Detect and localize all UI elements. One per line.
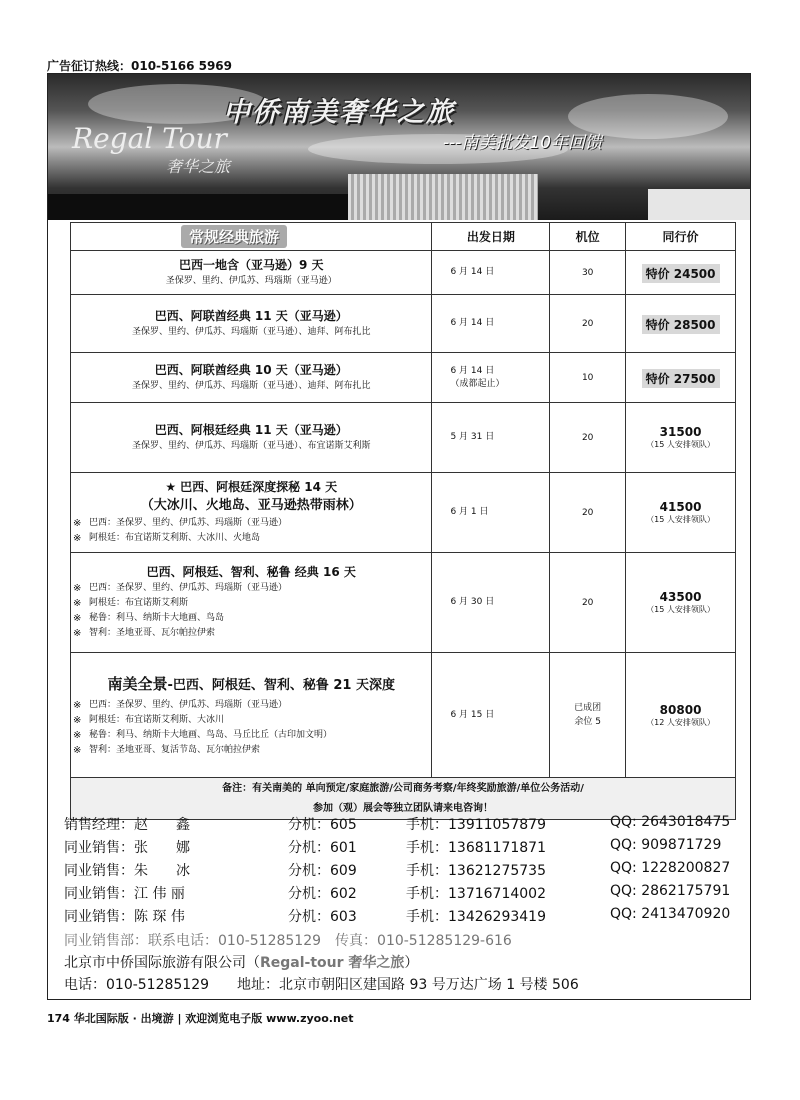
note-icon: ※ — [73, 730, 82, 741]
contact-qq: QQ: 2643018475 — [610, 814, 731, 830]
contact-ext: 分机：601 — [288, 840, 357, 856]
table-row — [71, 553, 736, 653]
table-row — [71, 251, 736, 295]
star-icon: ★ — [165, 480, 177, 494]
tour-price-note: （12 人安排领队） — [646, 717, 715, 727]
tour-note: 巴西：圣保罗、里约、伊瓜苏、玛瑙斯（亚马逊） — [89, 583, 288, 593]
contact-qq: QQ: 2413470920 — [610, 906, 731, 922]
dept-contact: 同业销售部：联系电话：010-51285129 传真：010-51285129-616 — [64, 933, 512, 949]
table-row — [71, 403, 736, 473]
banner-title: 中侨南美奢华之旅 — [223, 97, 455, 128]
ad-hotline: 广告征订热线：010-5166 5969 — [47, 59, 233, 73]
table-row — [71, 473, 736, 553]
tour-name-detail: （大冰川、火地岛、亚马逊热带雨林） — [140, 498, 362, 513]
section-label: 常规经典旅游 — [181, 225, 287, 248]
tour-price-note: （15 人安排领队） — [646, 515, 715, 524]
tour-seats: 20 — [550, 403, 626, 473]
tour-name: -巴西、阿根廷、智利、秘鲁 21 天深度 — [167, 678, 396, 693]
tour-name: 巴西、阿联酋经典 10 天（亚马逊） — [154, 363, 348, 377]
tour-date-note: （成都起止） — [450, 378, 505, 389]
tour-seats: 已成团 — [574, 703, 602, 713]
tour-note: 智利：圣地亚哥、瓦尔帕拉伊索 — [89, 628, 216, 638]
tour-price-note: （15 人安排领队） — [646, 605, 715, 614]
tour-name: 巴西、阿根廷经典 11 天（亚马逊） — [154, 423, 348, 437]
tour-date: 6 月 1 日 — [432, 473, 550, 553]
tour-note: 智利：圣地亚哥、复活节岛、瓦尔帕拉伊索 — [89, 745, 261, 755]
banner-image — [48, 74, 750, 220]
contact-qq: QQ: 909871729 — [610, 837, 722, 853]
logo-subtext: 奢华之旅 — [166, 157, 231, 176]
tour-date: 6 月 30 日 — [432, 553, 550, 653]
company-address: 电话：010-51285129 地址：北京市朝阳区建国路 93 号万达广场 1 号楼 506 — [64, 977, 579, 993]
tour-price: 43500 — [659, 590, 702, 604]
tour-note: 秘鲁：利马、纳斯卡大地画、鸟岛 — [89, 613, 225, 623]
contact-mobile: 手机：13621275735 — [406, 863, 546, 879]
tour-stops: 圣保罗、里约、伊瓜苏、玛瑙斯（亚马逊）、迪拜、阿布扎比 — [131, 381, 371, 391]
tour-price: 特价 27500 — [642, 369, 720, 388]
table-row — [71, 295, 736, 353]
note-icon: ※ — [73, 598, 82, 609]
company-text-end: ） — [404, 955, 419, 971]
company-text: 北京市中侨国际旅游有限公司（ — [64, 955, 260, 971]
tour-price: 31500 — [659, 425, 702, 439]
tour-name: 巴西、阿根廷、智利、秘鲁 经典 16 天 — [146, 565, 356, 579]
tour-note: 阿根廷：布宜诺斯艾利斯、大冰川、火地岛 — [89, 533, 261, 543]
remark-line: 参加（观）展会等独立团队请来电咨询！ — [313, 802, 493, 814]
tour-name: 巴西、阿联酋经典 11 天（亚马逊） — [154, 309, 348, 323]
tour-note: 巴西：圣保罗、里约、伊瓜苏、玛瑙斯（亚马逊） — [89, 700, 288, 710]
tour-price: 41500 — [659, 500, 702, 514]
header-price: 同行价 — [626, 223, 736, 251]
contact-row — [64, 883, 744, 906]
tour-name: 巴西、阿根廷深度探秘 14 天 — [180, 480, 338, 494]
contact-role: 同业销售：张 娜 — [64, 840, 190, 856]
tour-seats-note: 余位 5 — [574, 717, 601, 727]
contact-mobile: 手机：13911057879 — [406, 817, 546, 833]
tour-date: 5 月 31 日 — [432, 403, 550, 473]
contact-ext: 分机：609 — [288, 863, 357, 879]
tour-note: 秘鲁：利马、纳斯卡大地画、鸟岛、马丘比丘（古印加文明） — [89, 730, 333, 740]
contact-row — [64, 814, 744, 837]
company-brand: Regal-tour 奢华之旅 — [260, 955, 405, 971]
note-icon: ※ — [73, 700, 82, 711]
remark-line: 备注：有关南美的 单向预定/家庭旅游/公司商务考察/年终奖励旅游/单位公务活动/ — [222, 782, 584, 794]
logo-text: Regal Tour — [72, 122, 227, 155]
header-date: 出发日期 — [432, 223, 550, 251]
tour-stops: 圣保罗、里约、伊瓜苏、玛瑙斯（亚马逊） — [165, 276, 337, 286]
contact-mobile: 手机：13681171871 — [406, 840, 546, 856]
contact-ext: 分机：603 — [288, 909, 357, 925]
contact-role: 同业销售：江 伟 丽 — [64, 886, 185, 902]
contact-mobile: 手机：13426293419 — [406, 909, 546, 925]
tour-price: 80800 — [659, 702, 702, 717]
contact-role: 销售经理：赵 鑫 — [64, 817, 190, 833]
contact-role: 同业销售：陈 琛 伟 — [64, 909, 185, 925]
note-icon: ※ — [73, 613, 82, 624]
contact-list — [64, 814, 744, 929]
note-icon: ※ — [73, 628, 82, 639]
contact-qq: QQ: 2862175791 — [610, 883, 731, 899]
contact-qq: QQ: 1228200827 — [610, 860, 731, 876]
tour-seats: 20 — [550, 473, 626, 553]
tour-note: 阿根廷：布宜诺斯艾利斯、大冰川 — [89, 715, 225, 725]
note-icon: ※ — [73, 745, 82, 756]
tour-seats: 20 — [550, 553, 626, 653]
tour-name: 巴西一地含（亚马逊）9 天 — [178, 258, 324, 272]
note-icon: ※ — [73, 715, 82, 726]
note-icon: ※ — [73, 583, 82, 594]
contact-ext: 分机：602 — [288, 886, 357, 902]
contact-ext: 分机：605 — [288, 817, 357, 833]
tour-stops: 圣保罗、里约、伊瓜苏、玛瑙斯（亚马逊）、迪拜、阿布扎比 — [131, 327, 371, 337]
contact-row — [64, 860, 744, 883]
contact-row — [64, 837, 744, 860]
table-header — [71, 223, 736, 251]
tour-note: 巴西：圣保罗、里约、伊瓜苏、玛瑙斯（亚马逊） — [89, 518, 288, 528]
table-row — [71, 353, 736, 403]
note-icon: ※ — [73, 533, 82, 544]
tour-price: 特价 24500 — [642, 264, 720, 283]
tour-seats: 30 — [550, 251, 626, 295]
tour-date: 6 月 14 日 — [432, 251, 550, 295]
table-row — [71, 653, 736, 778]
tour-price-note: （15 人安排领队） — [646, 440, 715, 449]
header-seats: 机位 — [550, 223, 626, 251]
tour-date: 6 月 15 日 — [432, 653, 550, 778]
tour-price: 特价 28500 — [642, 315, 720, 334]
note-icon: ※ — [73, 518, 82, 529]
tour-date: 6 月 14 日 — [432, 295, 550, 353]
banner-subtitle: ---南美批发10年回馈 — [443, 133, 603, 153]
company-name — [64, 952, 418, 972]
tour-seats: 20 — [550, 295, 626, 353]
contact-mobile: 手机：13716714002 — [406, 886, 546, 902]
tour-date: 6 月 14 日 — [450, 365, 495, 376]
contact-role: 同业销售：朱 冰 — [64, 863, 190, 879]
contact-row — [64, 906, 744, 929]
tour-note: 阿根廷：布宜诺斯艾利斯 — [89, 598, 189, 608]
tour-name-highlight: 南美全景 — [107, 675, 168, 693]
tour-table — [70, 222, 736, 820]
tour-stops: 圣保罗、里约、伊瓜苏、玛瑙斯（亚马逊）、布宜诺斯艾利斯 — [131, 441, 371, 451]
page-footer: 174 华北国际版 · 出境游 | 欢迎浏览电子版 www.zyoo.net — [47, 1012, 354, 1025]
tour-seats: 10 — [550, 353, 626, 403]
